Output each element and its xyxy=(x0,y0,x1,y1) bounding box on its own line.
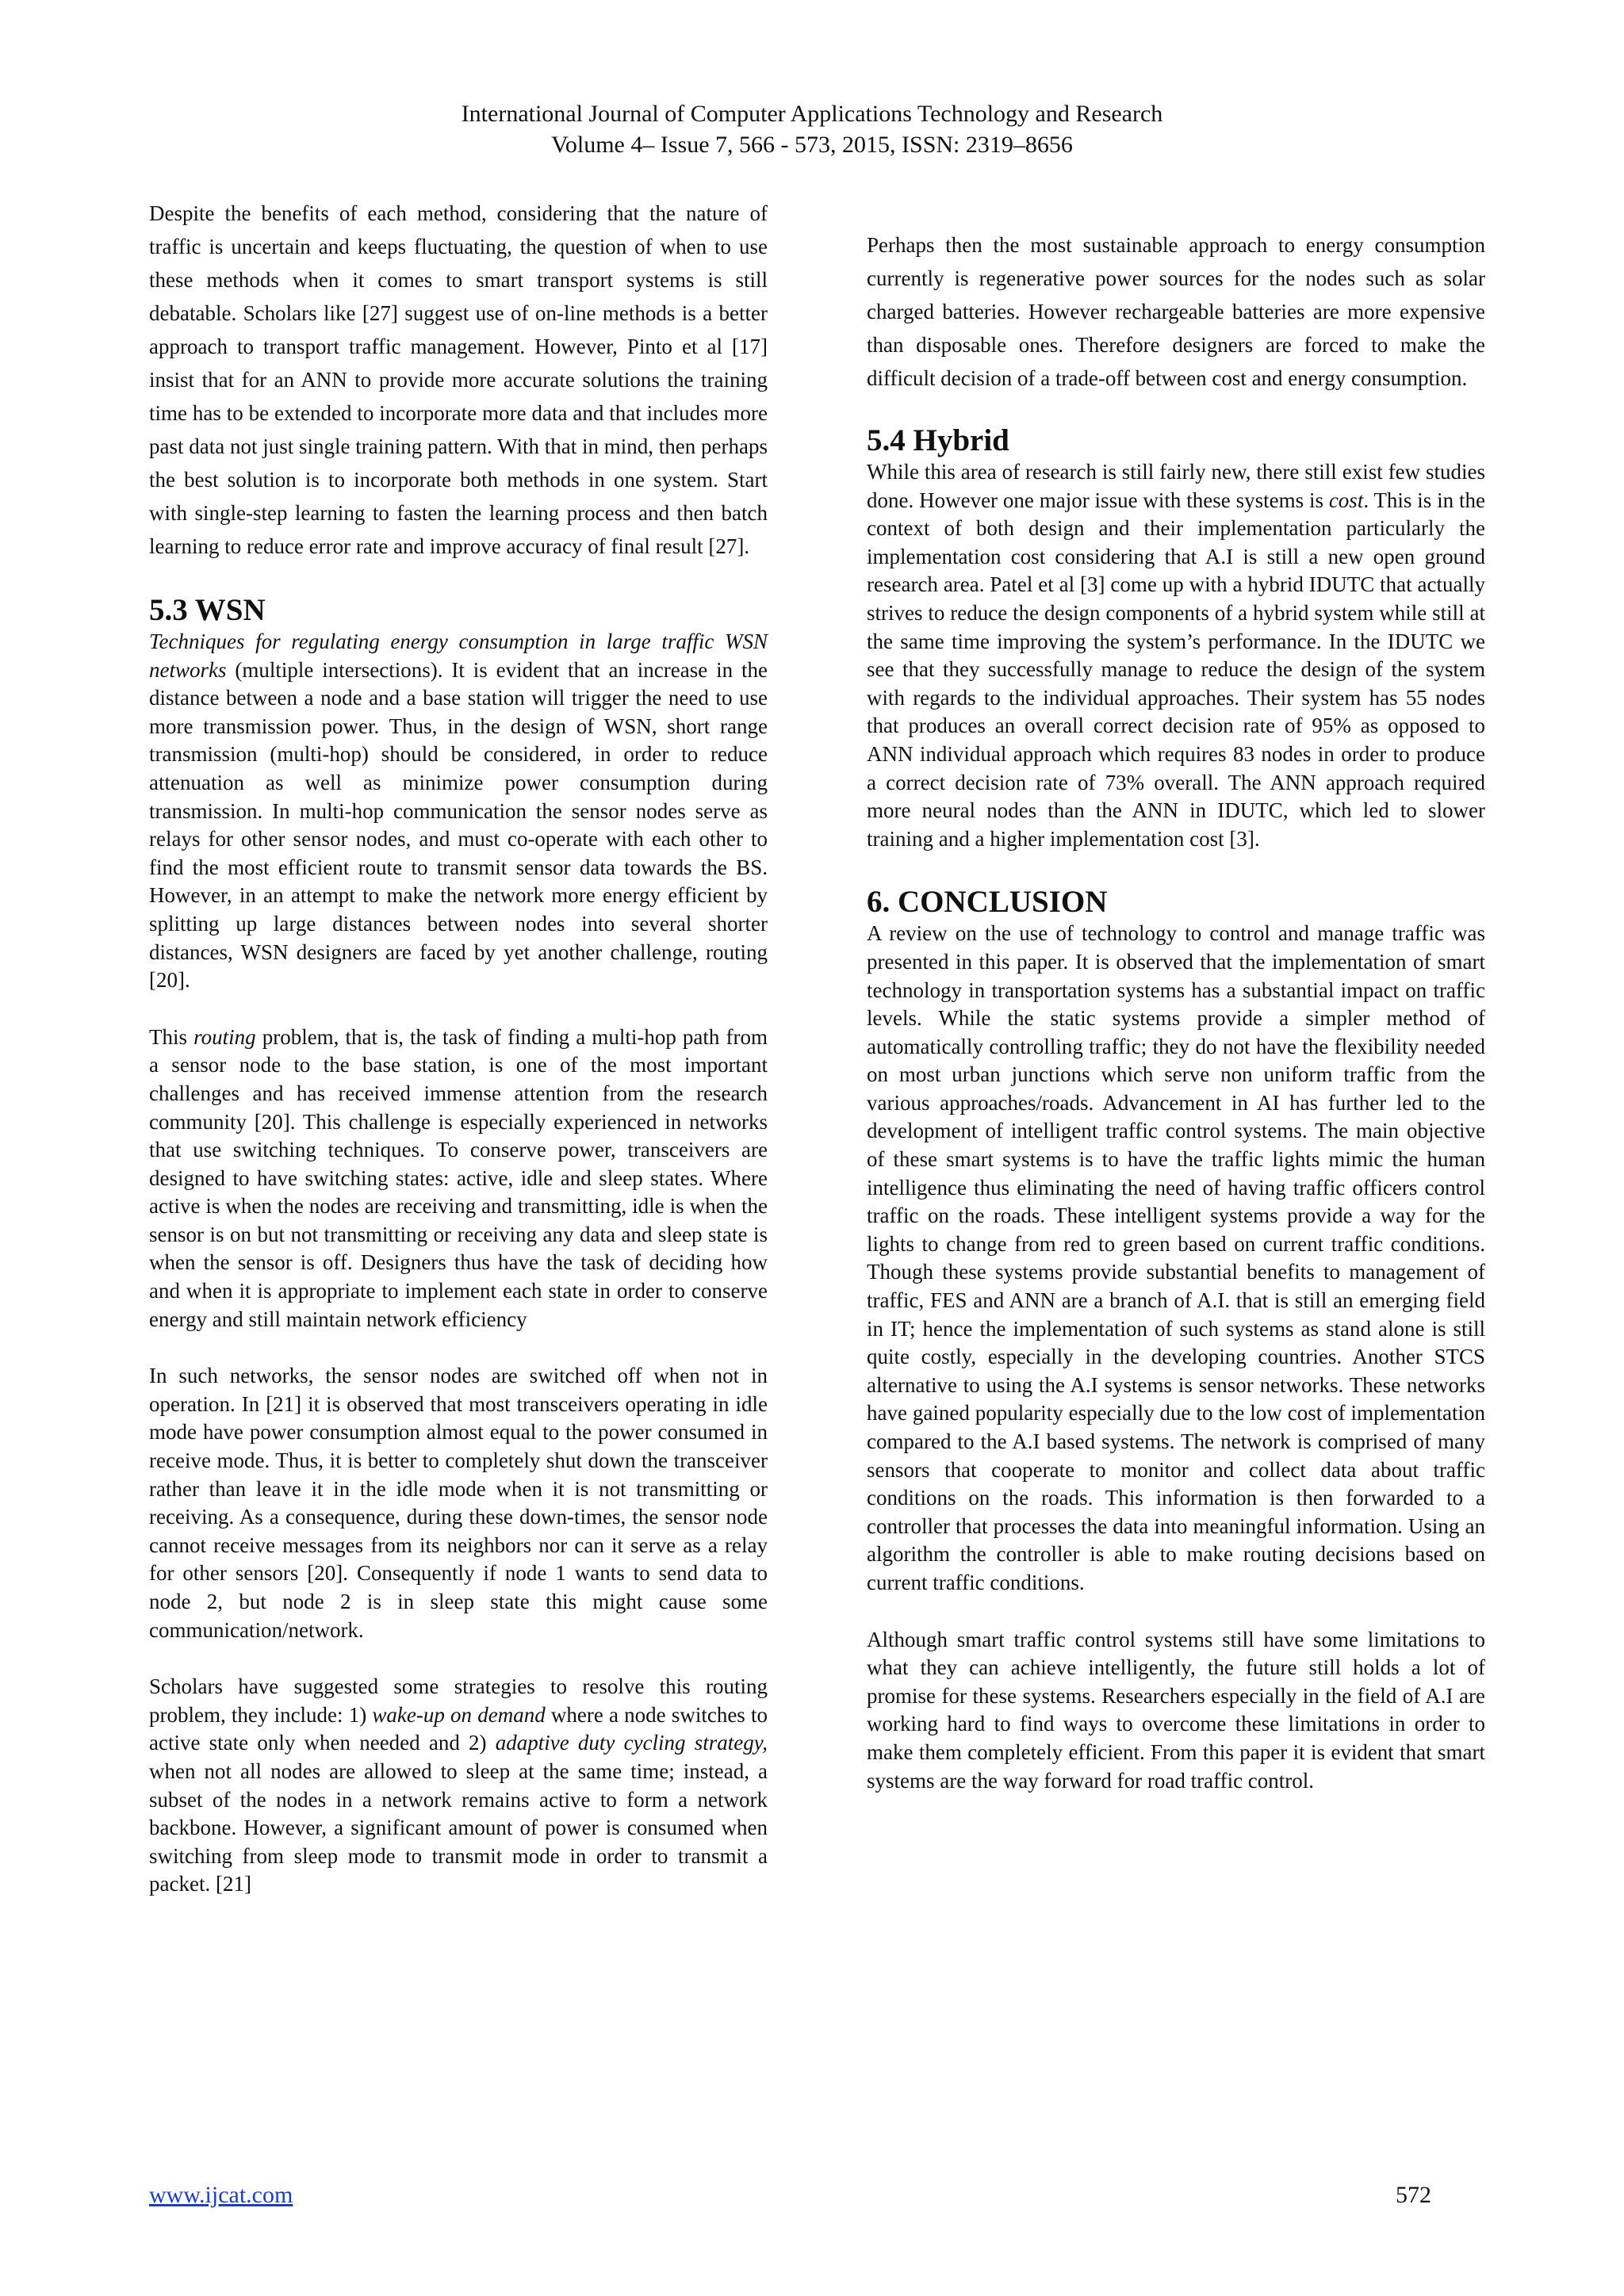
paragraph-regenerative-power: Perhaps then the most sustainable approach to energy consumption currently is regenerative power sources for the nodes such as solar charged batteries. However rechargeable batteries are more expensive than disposable ones. Therefore designers are forced to make the difficult decision of a trade-off between cost and energy consumption. xyxy=(867,233,1485,390)
italic-adaptive-duty-cycling: adaptive duty cycling strategy, xyxy=(495,1731,768,1755)
section-heading-conclusion: 6. CONCLUSION xyxy=(867,885,1108,920)
journal-header xyxy=(0,98,1624,160)
journal-volume-info: Volume 4– Issue 7, 566 - 573, 2015, ISSN: 2319–8656 xyxy=(551,132,1073,158)
paragraph-future-outlook: Although smart traffic control systems still have some limitations to what they can achieve intelligently, the future still holds a lot of promise for these systems. Researchers especially in the field of A.I are working hard to find ways to overcome these limitations in order to make them completely efficient. From this paper it is evident that smart systems are the way forward for road traffic control. xyxy=(867,1627,1485,1793)
paragraph-conclusion: A review on the use of technology to control and manage traffic was presented in this paper. It is observed that the implementation of smart technology in transportation systems has a substantial impact on traffic levels. While the static systems provide a simpler method of automatically controlling traffic; they do not have the flexibility needed on most urban junctions which serve non uniform traffic from the various approaches/roads. Advancement in AI has further led to the development of intelligent traffic control systems. The main objective of these smart systems is to have the traffic lights mimic the human intelligence thus eliminating the need of having traffic officers control traffic on the roads. These intelligent systems provide a way for the lights to change from red to green based on current traffic conditions. Though these systems provide substantial benefits to management of traffic, FES and ANN are a branch of A.I. that is still an emerging field in IT; hence the implementation of such systems as stand alone is still quite costly, especially in the developing countries. Another STCS alternative to using the A.I systems is sensor networks. These networks have gained popularity especially due to the low cost of implementation compared to the A.I based systems. The network is comprised of many sensors that cooperate to monitor and collect data about traffic conditions on the roads. This information is then forwarded to a controller that processes the data into meaningful information. Using an algorithm the controller is able to make routing decisions based on current traffic conditions. xyxy=(867,921,1485,1594)
page-number: 572 xyxy=(1396,2182,1431,2208)
paragraph-routing-problem: This routing problem, that is, the task of finding a multi-hop path from a sensor node to the base station, is one of the most important challenges and has received immense attention from the research community [20]. This challenge is especially experienced in networks that use switching techniques. To conserve power, transceivers are designed to have switching states: active, idle and sleep states. Where active is when the nodes are receiving and transmitting, idle is when the sensor is on but not transmitting or receiving any data and sleep state is when the sensor is off. Designers thus have the task of deciding how and when it is appropriate to implement each state in order to conserve energy and still maintain network efficiency xyxy=(149,1024,768,1331)
left-column xyxy=(149,197,768,1899)
paragraph-hybrid: While this area of research is still fairly new, there still exist few studies done. However one major issue with these systems is cost. This is in the context of both design and their implementation particularly the implementation cost considering that A.I is still a new open ground research area. Patel et al [3] come up with a hybrid IDUTC that actually strives to reduce the design components of a hybrid system while still at the same time improving the system’s performance. In the IDUTC we see that they successfully manage to reduce the design of the system with regards to the individual approaches. Their system has 55 nodes that produces an overall correct decision rate of 95% as opposed to ANN individual approach which requires 83 nodes in order to produce a correct decision rate of 73% overall. The ANN approach required more neural nodes than the ANN in IDUTC, which led to slower training and a higher implementation cost [3]. xyxy=(867,460,1485,851)
right-column xyxy=(867,228,1485,1795)
journal-website-link[interactable]: www.ijcat.com xyxy=(149,2182,293,2208)
paragraph-wsn-energy: Techniques for regulating energy consumption in large traffic WSN networks (multiple intersections). It is evident that an increase in the distance between a node and a base station will trigger the need to use more transmission power. Thus, in the design of WSN, short range transmission (multi-hop) should be considered, in order to reduce attenuation as well as minimize power consumption during transmission. In multi-hop communication the sensor nodes serve as relays for other sensor nodes, and must co-operate with each other to find the most efficient route to transmit sensor data towards the BS. However, in an attempt to make the network more energy efficient by splitting up large distances between nodes into several shorter distances, WSN designers are faced by yet another challenge, routing [20]. xyxy=(149,629,768,993)
italic-cost: cost xyxy=(1328,488,1364,512)
italic-routing: routing xyxy=(193,1024,256,1049)
paragraph-sensor-switching: In such networks, the sensor nodes are switched off when not in operation. In [21] it is observed that most transceivers operating in idle mode have power consumption almost equal to the power consumed in receive mode. Thus, it is better to completely shut down the transceiver rather than leave it in the idle mode when it is not transmitting or receiving. As a consequence, during these down-times, the sensor node cannot receive messages from its neighbors nor can it serve as a relay for other sensors [20]. Consequently if node 1 wants to send data to node 2, but node 2 is in sleep state this might cause some communication/network. xyxy=(149,1364,768,1642)
section-heading-hybrid: 5.4 Hybrid xyxy=(867,423,1009,457)
italic-wake-up-on-demand: wake-up on demand xyxy=(372,1702,546,1727)
paragraph-methods-debate: Despite the benefits of each method, considering that the nature of traffic is uncertain and keeps fluctuating, the question of when to use these methods when it comes to smart transport systems is still debatable. Scholars like [27] suggest use of on-line methods is a better approach to transport traffic management. However, Pinto et al [17] insist that for an ANN to provide more accurate solutions the training time has to be extended to incorporate more data and that includes more past data not just single training pattern. With that in mind, then perhaps the best solution is to incorporate both methods in one system. Start with single-step learning to fasten the learning process and then batch learning to reduce error rate and improve accuracy of final result [27]. xyxy=(149,201,768,558)
paragraph-routing-strategies: Scholars have suggested some strategies to resolve this routing problem, they include: 1) wake-up on demand where a node switches to active state only when needed and 2) adaptive duty cycling strategy, when not all nodes are allowed to sleep at the same time; instead, a subset of the nodes in a network remains active to form a network backbone. However, a significant amount of power is consumed when switching from sleep mode to transmit mode in order to transmit a packet. [21] xyxy=(149,1674,768,1896)
journal-title: International Journal of Computer Applications Technology and Research xyxy=(461,101,1163,127)
italic-wsn-techniques: Techniques for regulating energy consumption in large traffic WSN networks xyxy=(149,629,768,682)
section-heading-wsn: 5.3 WSN xyxy=(149,593,266,627)
